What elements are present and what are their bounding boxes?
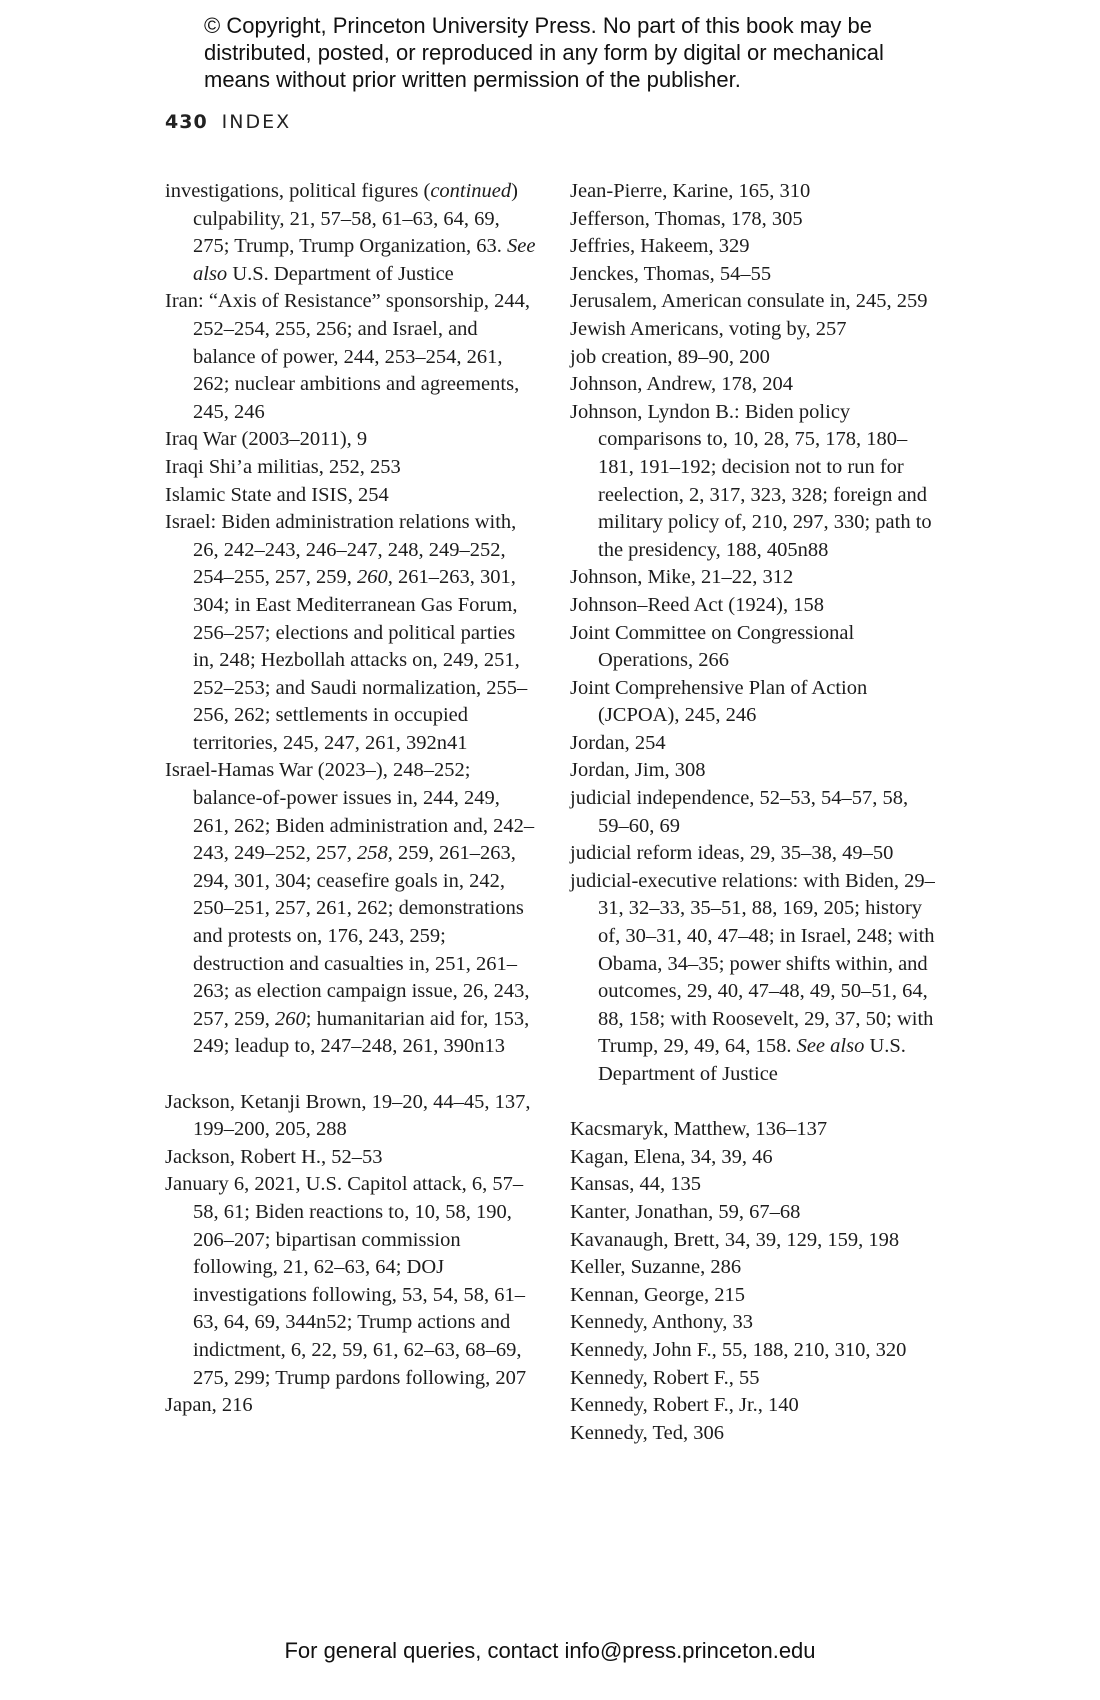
letter-group-gap xyxy=(165,1061,537,1089)
copyright-line: means without prior written permission of the publisher. xyxy=(204,67,741,92)
index-entry: Japan, 216 xyxy=(165,1394,253,1417)
copyright-notice xyxy=(204,12,984,93)
footer-contact: For general queries, contact info@press.princeton.edu xyxy=(284,1638,816,1663)
index-entry: judicial reform ideas, 29, 35–38, 49–50 xyxy=(570,842,894,865)
index-entry: Kennedy, Robert F., 55 xyxy=(570,1366,760,1389)
index-entry: Kennedy, Ted, 306 xyxy=(570,1421,724,1444)
index-entry: Keller, Suzanne, 286 xyxy=(570,1256,742,1279)
index-entry: Jerusalem, American consulate in, 245, 259 xyxy=(570,290,928,313)
index-entry: Kanter, Jonathan, 59, 67–68 xyxy=(570,1200,801,1223)
index-entry: Johnson, Mike, 21–22, 312 xyxy=(570,566,794,589)
letter-group-gap xyxy=(570,1089,942,1117)
index-entry: Johnson–Reed Act (1924), 158 xyxy=(570,593,824,616)
index-entry: Kennedy, John F., 55, 188, 210, 310, 320 xyxy=(570,1338,907,1361)
index-entry: Israel-Hamas War (2023–), 248–252; balance-of-power issues in, 244, 249, 261, 262; Biden administration and, 242–243, 249–252, 257, 258, 259, 261–263, 294, 301, 304; ceasefire goals in, 242, 250–251, 257, 261, 262; demonstrations and protests on, 176, 243, 259; destruction and casualties in, 251, 261–263; as election campaign issue, 26, 243, 257, 259, 260; humanitarian aid for, 153, 249; leadup to, 247–248, 261, 390n13 xyxy=(165,759,535,1058)
index-entry: Jewish Americans, voting by, 257 xyxy=(570,317,847,340)
index-entry: Iran: “Axis of Resistance” sponsorship, 244, 252–254, 255, 256; and Israel, and balance of power, 244, 253–254, 261, 262; nuclear ambitions and agreements, 245, 246 xyxy=(165,290,530,423)
copyright-line: © Copyright, Princeton University Press. No part of this book may be xyxy=(204,13,872,38)
index-entry: Jackson, Robert H., 52–53 xyxy=(165,1145,383,1168)
index-entry: Kennedy, Anthony, 33 xyxy=(570,1311,753,1334)
index-column-right xyxy=(570,178,942,1447)
index-entry: Jackson, Ketanji Brown, 19–20, 44–45, 137, 199–200, 205, 288 xyxy=(165,1090,531,1141)
index-entry: Jeffries, Hakeem, 329 xyxy=(570,235,750,258)
index-entry: Islamic State and ISIS, 254 xyxy=(165,483,389,506)
index-entry: job creation, 89–90, 200 xyxy=(570,345,770,368)
copyright-line: distributed, posted, or reproduced in any form by digital or mechanical xyxy=(204,40,884,65)
index-column-left xyxy=(165,178,537,1420)
running-head xyxy=(165,111,291,133)
index-entry: Jenckes, Thomas, 54–55 xyxy=(570,262,772,285)
index-entry: Kagan, Elena, 34, 39, 46 xyxy=(570,1145,773,1168)
index-entry: Jordan, 254 xyxy=(570,731,666,754)
index-entry: judicial independence, 52–53, 54–57, 58, 59–60, 69 xyxy=(570,787,909,837)
index-entry: Jean-Pierre, Karine, 165, 310 xyxy=(570,180,811,202)
section-title: INDEX xyxy=(221,111,292,133)
index-entry: Kacsmaryk, Matthew, 136–137 xyxy=(570,1118,828,1141)
index-entry: Kennedy, Robert F., Jr., 140 xyxy=(570,1394,799,1417)
index-entry: Jordan, Jim, 308 xyxy=(570,759,706,782)
index-entry: Joint Comprehensive Plan of Action (JCPOA), 245, 246 xyxy=(570,676,868,727)
index-entry: Iraqi Shi’a militias, 252, 253 xyxy=(165,455,401,478)
index-entry: Johnson, Lyndon B.: Biden policy comparisons to, 10, 28, 75, 178, 180–181, 191–192; decision not to run for reelection, 2, 317, 323, 328; foreign and military policy of, 210, 297, 330; path to the presidency, 188, 405n88 xyxy=(570,400,932,561)
index-entry: Kavanaugh, Brett, 34, 39, 129, 159, 198 xyxy=(570,1228,900,1251)
index-entry: Johnson, Andrew, 178, 204 xyxy=(570,373,794,396)
index-entry: Israel: Biden administration relations with, 26, 242–243, 246–247, 248, 249–252, 254–255, 257, 259, 260, 261–263, 301, 304; in East Mediterranean Gas Forum, 256–257; elections and political parties in, 248; Hezbollah attacks on, 249, 251, 252–253; and Saudi normalization, 255–256, 262; settlements in occupied territories, 245, 247, 261, 392n41 xyxy=(165,511,528,754)
index-entry: January 6, 2021, U.S. Capitol attack, 6, 57–58, 61; Biden reactions to, 10, 58, 190, 206–207; bipartisan commission following, 21, 62–63, 64; DOJ investigations following, 53, 54, 58, 61–63, 64, 69, 344n52; Trump actions and indictment, 6, 22, 59, 61, 62–63, 68–69, 275, 299; Trump pardons following, 207 xyxy=(165,1173,527,1389)
page-number: 430 xyxy=(165,111,208,133)
index-entry: investigations, political figures (continued) culpability, 21, 57–58, 61–63, 64, 69, 275; Trump, Trump Organization, 63. See also U.S. Department of Justice xyxy=(165,180,536,285)
index-entry: Jefferson, Thomas, 178, 305 xyxy=(570,207,803,230)
index-entry: Joint Committee on Congressional Operations, 266 xyxy=(570,621,855,672)
index-entry: Kennan, George, 215 xyxy=(570,1283,745,1306)
index-entry: judicial-executive relations: with Biden, 29–31, 32–33, 35–51, 88, 169, 205; history of, 30–31, 40, 47–48; in Israel, 248; with Obama, 34–35; power shifts within, and outcomes, 29, 40, 47–48, 49, 50–51, 64, 88, 158; with Roosevelt, 29, 37, 50; with Trump, 29, 49, 64, 158. See also U.S. Department of Justice xyxy=(570,869,935,1085)
index-entry: Iraq War (2003–2011), 9 xyxy=(165,428,368,451)
index-entry: Kansas, 44, 135 xyxy=(570,1173,701,1196)
